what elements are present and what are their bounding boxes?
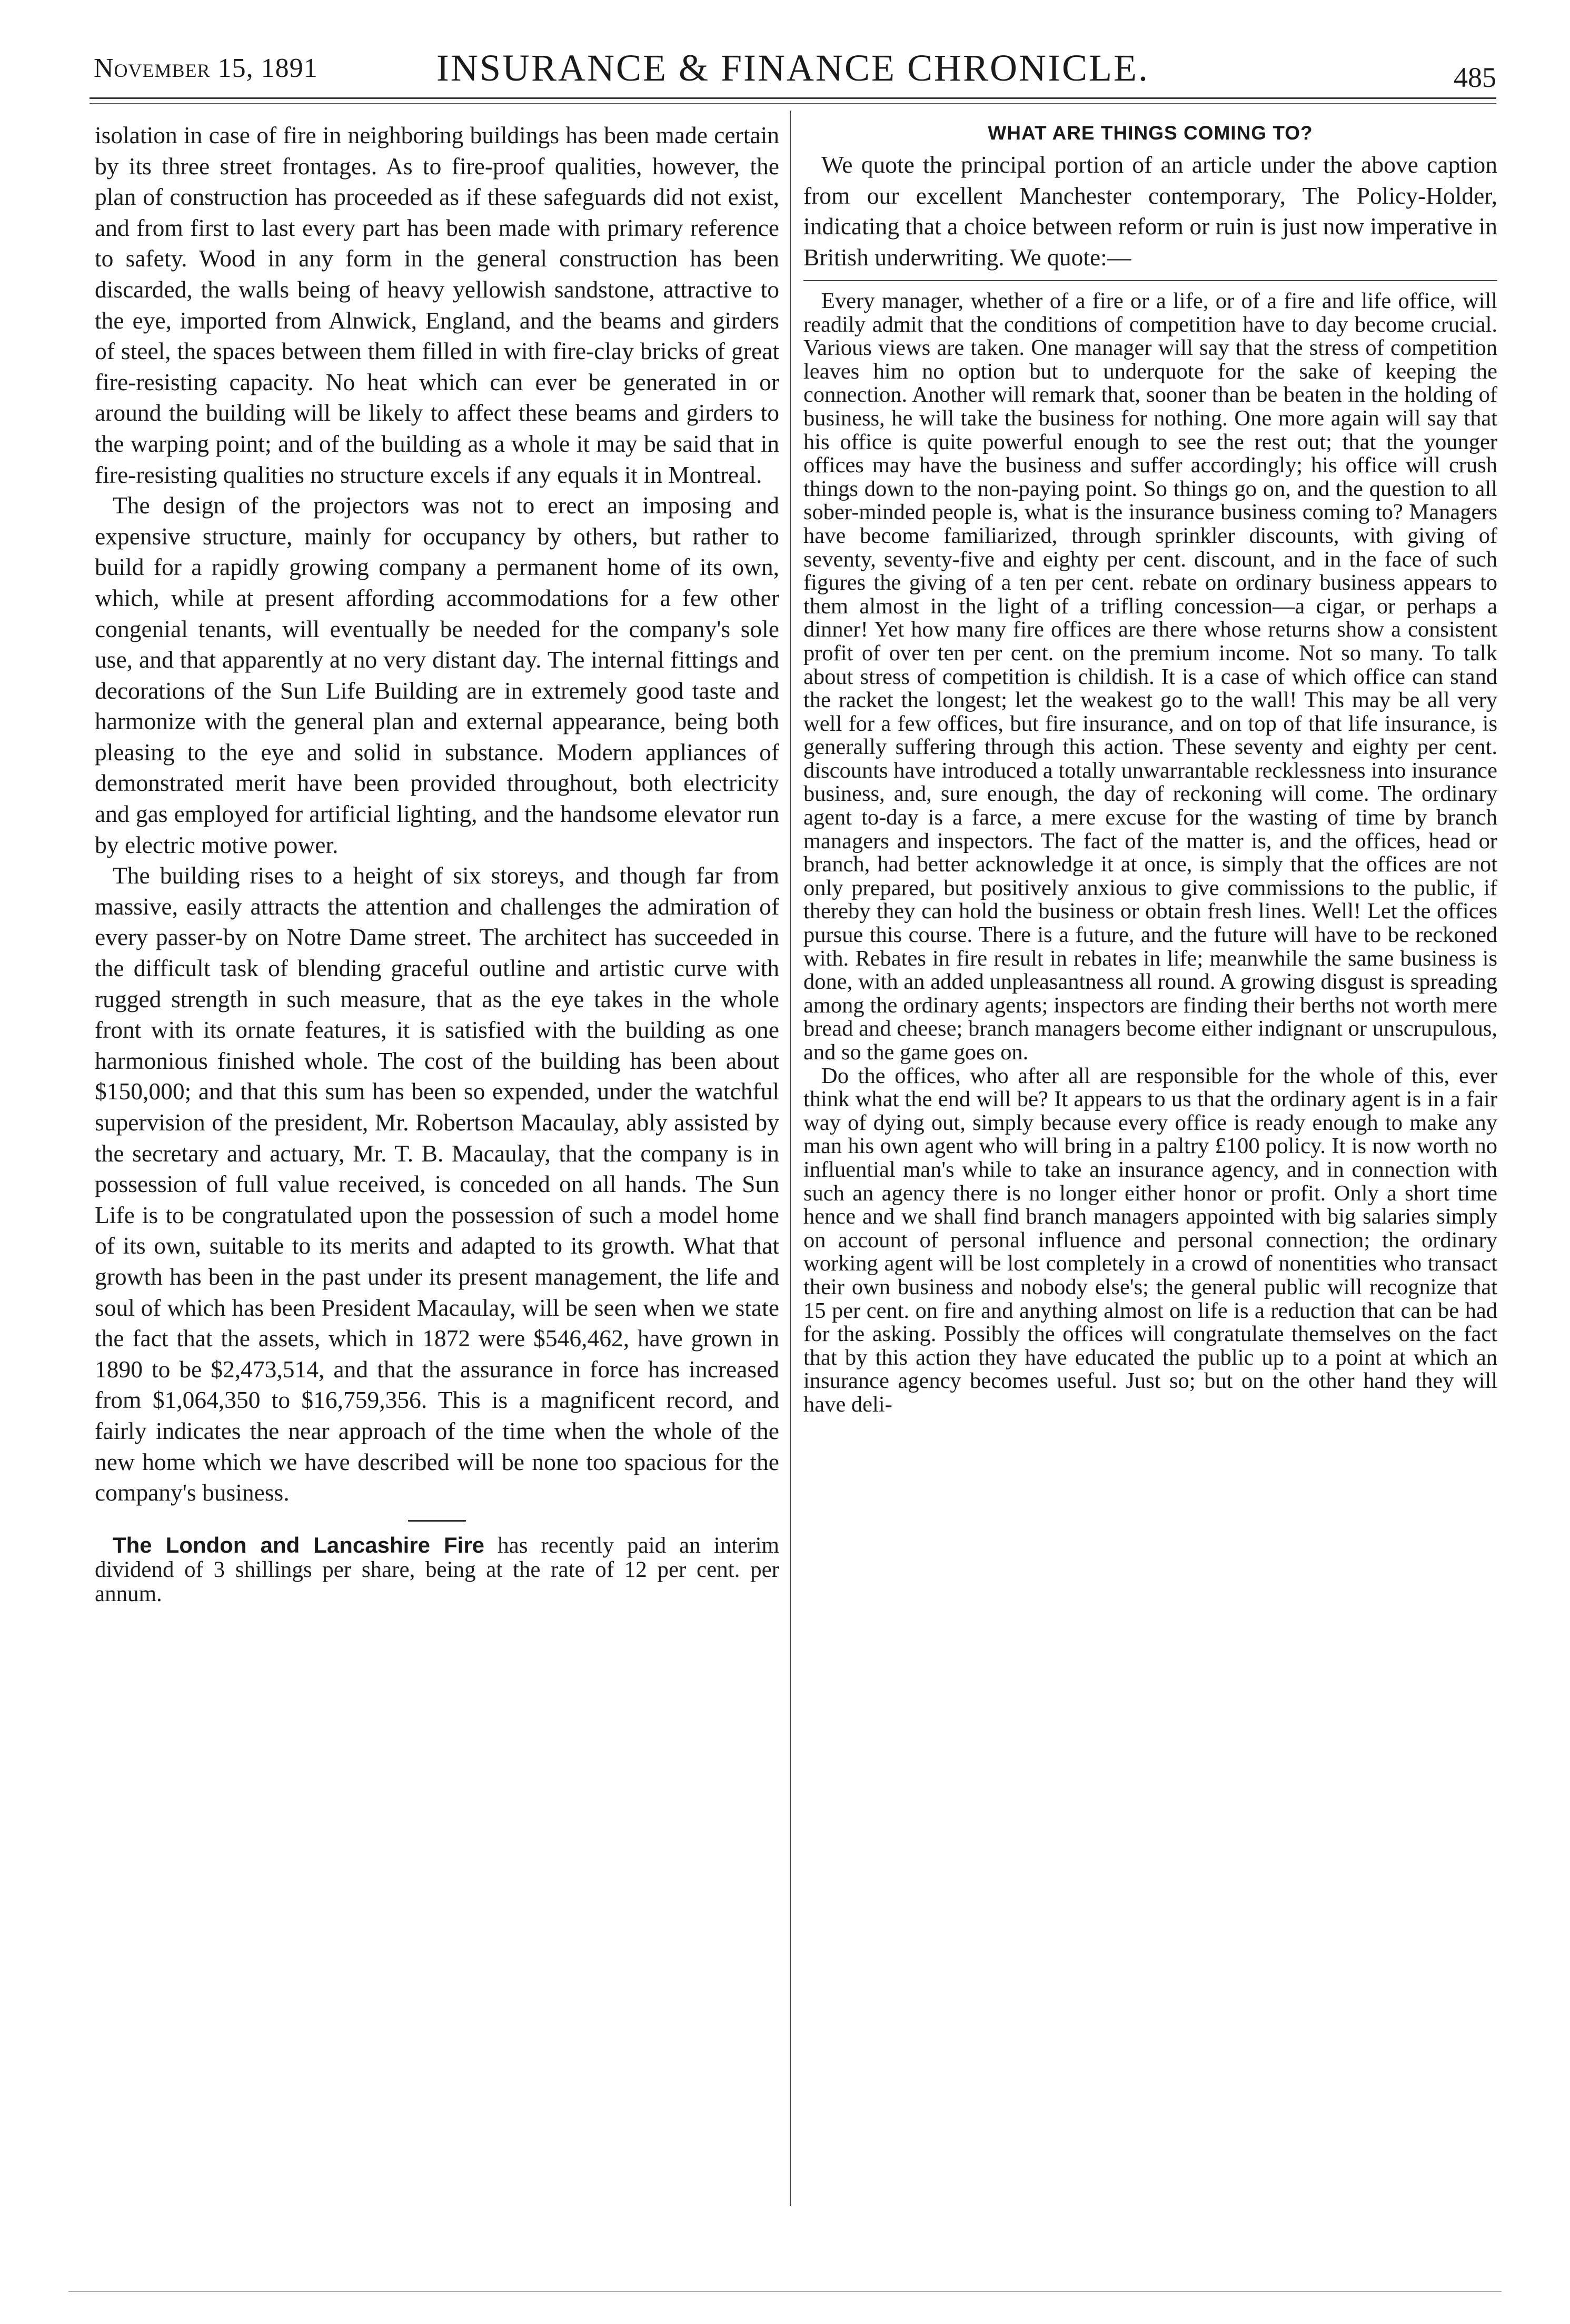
left-paragraph-3: The building rises to a height of six storeys, and though far from massive, easily attracts the attention and challenges the admiration of every passer-by on Notre Dame street. The architect has succeeded in the difficult task of blending graceful outline and artistic curve with rugged strength in such measure, that as the eye takes in the whole front with its ornate features, it is satisfied with the building as one harmonious finished whole. The cost of the building has been about $150,000; and that this sum has been so expended, under the watchful supervision of the president, Mr. Robertson Macaulay, ably assisted by the secretary and actuary, Mr. T. B. Macaulay, that the company is in possession of full value received, is conceded on all hands. The Sun Life is to be congratulated upon the possession of such a model home of its own, suitable to its merits and adapted to its growth. What that growth has been in the past under its present management, the life and soul of which has been President Macaulay, will be seen when we state the fact that the assets, which in 1872 were $546,462, have grown in 1890 to be $2,473,514, and that the assurance in force has increased from $1,064,350 to $16,759,356. This is a magnificent record, and fairly indicates the near approach of the time when the whole of the new home which we have described will be none too spacious for the company's business. [95, 862, 779, 1506]
left-column [95, 120, 779, 1606]
column-divider [790, 111, 791, 2206]
left-paragraph-2: The design of the projectors was not to erect an imposing and expensive structure, mainly for occupancy by others, but rather to build for a rapidly growing company a permanent home of its own, which, while at present affording accommodations for a few other congenial tenants, will eventually be needed for the company's sole use, and that apparently at no very distant day. The internal fittings and decorations of the Sun Life Building are in extremely good taste and harmonize with the general plan and external appearance, being both pleasing to the eye and solid in substance. Modern appliances of demonstrated merit have been provided throughout, both electricity and gas employed for artificial lighting, and the handsome elevator run by electric motive power. [95, 492, 779, 858]
header-rule-thin [90, 103, 1496, 104]
header-rule [90, 97, 1496, 99]
dividend-note-body: has recently paid an interim dividend of 3 shillings per share, being at the rate of 12 per cent. per annum. [95, 1533, 779, 1606]
dividend-note-lead: The London and Lancashire Fire [113, 1532, 485, 1557]
quote-paragraph-1: Every manager, whether of a fire or a life, or of a fire and life office, will readily admit that the conditions of competition have to day become crucial. Various views are taken. One manager will say that the stress of competition leaves him no option but to underquote for the sake of keeping the connection. Another will remark that, sooner than be beaten in the holding of business, he will take the business for nothing. One more again will say that his office is quite powerful enough to see the rest out; that the younger offices may have the business and suffer accordingly; his office will crush things down to the non-paying point. So things go on, and the question to all sober-minded people is, what is the insurance business coming to? Managers have become familiarized, through sprinkler discounts, with giving of seventy, seventy-five and eighty per cent. discount, and in the face of such figures the giving of a ten per cent. rebate on ordinary business appears to them almost in the light of a trifling concession—a cigar, or perhaps a dinner! Yet how many fire offices are there whose returns show a consistent profit of over ten per cent. on the premium income. Not so many. To talk about stress of competition is childish. It is a case of which office can stand the racket the longest; let the weakest go to the wall! This may be all very well for a few offices, but fire insurance, and on top of that life insurance, is generally suffering through this action. These seventy and eighty per cent. discounts have introduced a totally unwarrantable recklessness into insurance business, and, sure enough, the day of reckoning will come. The ordinary agent to-day is a farce, a mere excuse for the wasting of time by branch managers and inspectors. The fact of the matter is, and the offices, head or branch, had better acknowledge it at once, is simply that the offices are not only prepared, but positively anxious to give commissions to the public, if thereby they can hold the business or obtain fresh lines. Well! Let the offices pursue this course. There is a future, and the future will have to be reckoned with. Rebates in fire result in rebates in life; meanwhile the same business is done, with an added unpleasantness all round. A growing disgust is spreading among the ordinary agents; inspectors are finding their berths not worth mere bread and cheese; branch managers become either indignant or unscrupulous, and so the game goes on. [803, 289, 1497, 1065]
page-bottom-rule [68, 2291, 1502, 2292]
section-divider [408, 1520, 466, 1522]
quote-paragraph-2: Do the offices, who after all are responsible for the whole of this, ever think what the end will be? It appears to us that the ordinary agent is in a fair way of dying out, simply because every office is ready enough to make any man his own agent who will bring in a paltry £100 policy. It is now worth no influential man's while to take an insurance agency, and in connection with such an agency there is no longer either honor or profit. Only a short time hence and we shall find branch managers appointed with big salaries simply on account of personal influence and personal connection; the ordinary working agent will be lost completely in a crowd of nonentities who transact their own business and nobody else's; the general public will recognize that 15 per cent. on fire and anything almost on life is a reduction that can be had for the asking. Possibly the offices will congratulate themselves on the fact that by this action they have educated the public up to a point at which an insurance agency becomes useful. Just so; but on the other hand they will have deli- [803, 1063, 1497, 1417]
dividend-note [95, 1533, 779, 1606]
article-intro: We quote the principal portion of an article under the above caption from our excellent Manchester contemporary, The Policy-Holder, indicating that a choice between reform or ruin is just now imperative in British underwriting. We quote:— [803, 151, 1497, 271]
article-heading: WHAT ARE THINGS COMING TO? [988, 122, 1313, 144]
page-number: 485 [1454, 62, 1496, 93]
publication-title: INSURANCE & FINANCE CHRONICLE. [436, 47, 1150, 89]
issue-date: November 15, 1891 [94, 53, 318, 83]
right-column [803, 120, 1497, 1417]
page-header [90, 46, 1496, 94]
quote-rule [803, 280, 1497, 281]
left-paragraph-1: isolation in case of fire in neighboring buildings has been made certain by its three street frontages. As to fire-proof qualities, however, the plan of construction has proceeded as if these safeguards did not exist, and from first to last every part has been made with primary reference to safety. Wood in any form in the general construction has been discarded, the walls being of heavy yellowish sandstone, attractive to the eye, imported from Alnwick, England, and the beams and girders of steel, the spaces between them filled in with fire-clay bricks of great fire-resisting capacity. No heat which can ever be generated in or around the building will be likely to affect these beams and girders to the warping point; and of the building as a whole it may be said that in fire-resisting qualities no structure excels if any equals it in Montreal. [95, 122, 779, 488]
